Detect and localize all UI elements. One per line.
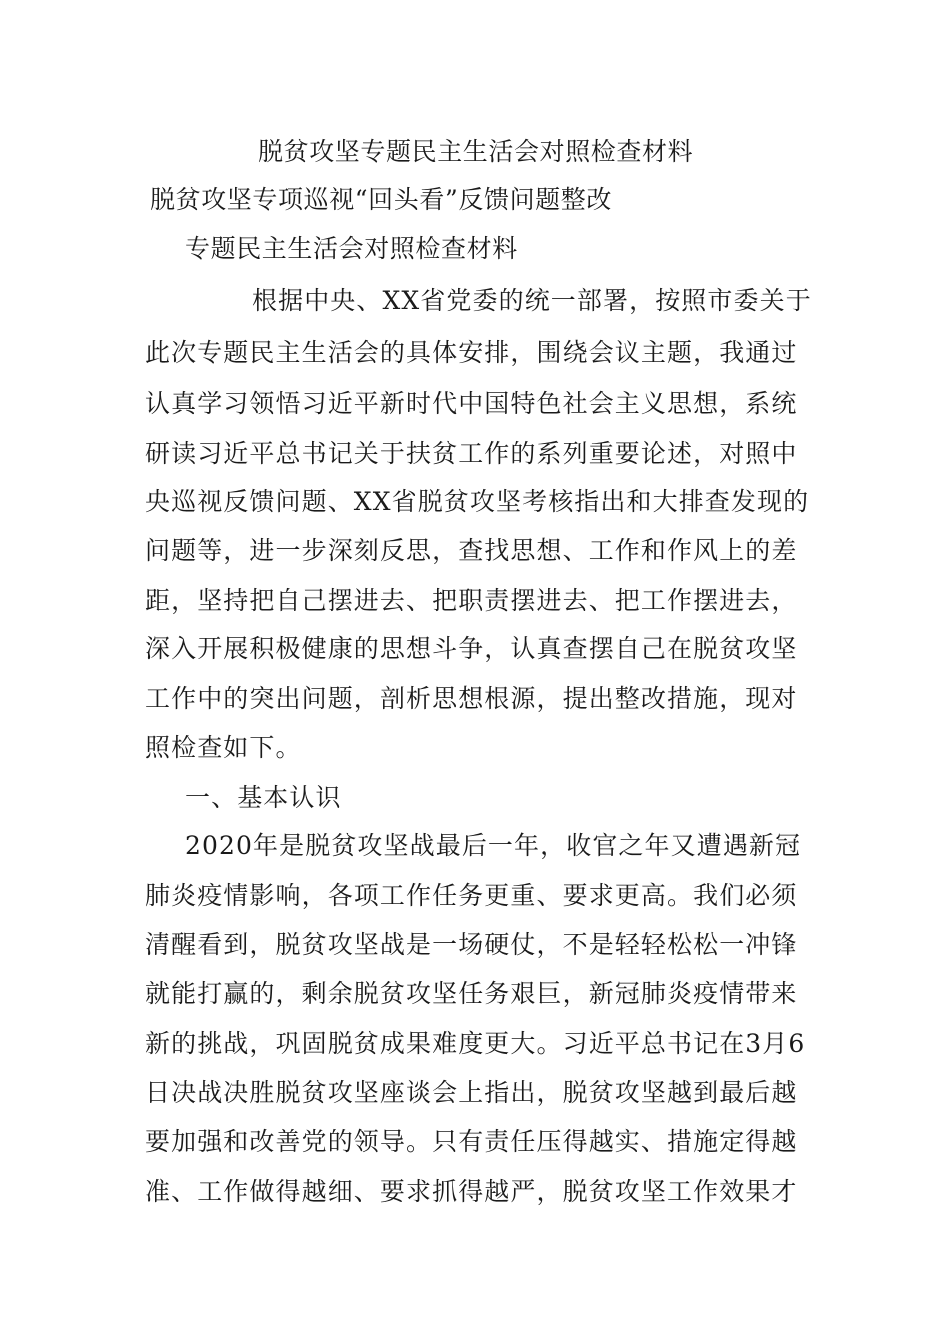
- body-line: 深入开展积极健康的思想斗争，认真查摆自己在脱贫攻坚: [145, 634, 798, 663]
- document-subtitle-line-1: 脱贫攻坚专项巡视“回头看”反馈问题整改: [150, 185, 612, 214]
- body-line: 肺炎疫情影响，各项工作任务更重、要求更高。我们必须: [145, 881, 798, 910]
- section-heading: 一、基本认识: [185, 783, 342, 812]
- body-line: 准、工作做得越细、要求抓得越严，脱贫攻坚工作效果才: [145, 1177, 798, 1206]
- body-line: 此次专题民主生活会的具体安排，围绕会议主题，我通过: [145, 338, 798, 367]
- document-title: 脱贫攻坚专题民主生活会对照检查材料: [258, 137, 694, 166]
- body-line: 照检查如下。: [145, 733, 302, 762]
- body-line: 研读习近平总书记关于扶贫工作的系列重要论述，对照中: [145, 439, 798, 468]
- body-line: 认真学习领悟习近平新时代中国特色社会主义思想，系统: [145, 389, 798, 418]
- body-line: 2020年是脱贫攻坚战最后一年，收官之年又遭遇新冠: [185, 831, 802, 860]
- document-subtitle-line-2: 专题民主生活会对照检查材料: [185, 234, 518, 263]
- body-line: 清醒看到，脱贫攻坚战是一场硬仗，不是轻轻松松一冲锋: [145, 930, 798, 959]
- body-line: 距，坚持把自己摆进去、把职责摆进去、把工作摆进去，: [145, 586, 798, 615]
- body-line: 问题等，进一步深刻反思，查找思想、工作和作风上的差: [145, 536, 798, 565]
- body-line: 就能打赢的，剩余脱贫攻坚任务艰巨，新冠肺炎疫情带来: [145, 979, 798, 1008]
- body-line: 日决战决胜脱贫攻坚座谈会上指出，脱贫攻坚越到最后越: [145, 1078, 798, 1107]
- body-line: 要加强和改善党的领导。只有责任压得越实、措施定得越: [145, 1127, 798, 1156]
- body-line: 央巡视反馈问题、XX省脱贫攻坚考核指出和大排查发现的: [145, 487, 810, 516]
- body-line: 新的挑战，巩固脱贫成果难度更大。习近平总书记在3月6: [145, 1029, 806, 1058]
- body-line: 工作中的突出问题，剖析思想根源，提出整改措施，现对: [145, 684, 798, 713]
- body-line: 根据中央、XX省党委的统一部署，按照市委关于: [252, 286, 812, 315]
